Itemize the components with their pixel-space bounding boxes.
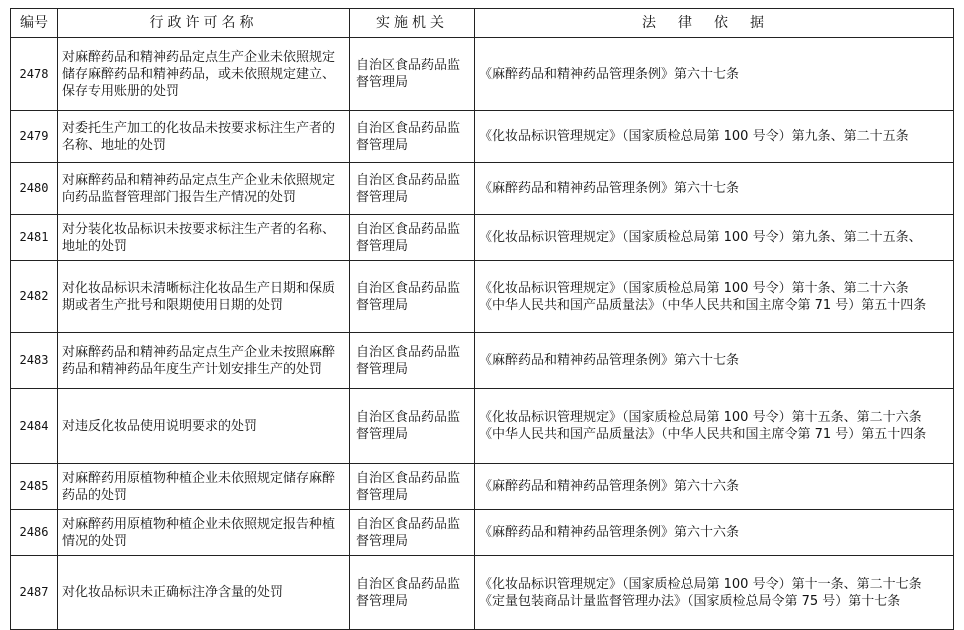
header-row xyxy=(11,9,954,38)
implementing-agency: 自治区食品药品监督管理局 xyxy=(350,38,475,111)
row-number: 2486 xyxy=(11,510,58,556)
legal-basis-line: 《化妆品标识管理规定》（国家质检总局第 100 号令）第十条、第二十六条 xyxy=(479,280,909,296)
implementing-agency: 自治区食品药品监督管理局 xyxy=(350,333,475,389)
legal-basis-line: 《中华人民共和国产品质量法》（中华人民共和国主席令第 71 号）第五十四条 xyxy=(479,297,927,313)
legal-basis xyxy=(475,261,954,333)
row-number: 2482 xyxy=(11,261,58,333)
row-number: 2478 xyxy=(11,38,58,111)
table-row xyxy=(11,389,954,464)
permit-name: 对麻醉药用原植物种植企业未依照规定储存麻醉药品的处罚 xyxy=(58,464,350,510)
legal-basis-line: 《化妆品标识管理规定》（国家质检总局第 100 号令）第十一条、第二十七条 xyxy=(479,576,922,592)
legal-basis-line: 《中华人民共和国产品质量法》（中华人民共和国主席令第 71 号）第五十四条 xyxy=(479,427,927,442)
row-number: 2487 xyxy=(11,556,58,630)
header-name: 行政许可名称 xyxy=(58,9,350,38)
table-body xyxy=(11,38,954,630)
table-row xyxy=(11,111,954,163)
legal-basis xyxy=(475,38,954,111)
table-row xyxy=(11,38,954,111)
implementing-agency: 自治区食品药品监督管理局 xyxy=(350,111,475,163)
legal-basis xyxy=(475,510,954,556)
row-number: 2481 xyxy=(11,215,58,261)
table-row xyxy=(11,261,954,333)
legal-basis-line: 《化妆品标识管理规定》（国家质检总局第 100 号令）第九条、第二十五条、 xyxy=(479,230,922,245)
implementing-agency: 自治区食品药品监督管理局 xyxy=(350,215,475,261)
header-no: 编号 xyxy=(11,9,58,38)
implementing-agency: 自治区食品药品监督管理局 xyxy=(350,389,475,464)
permit-name: 对委托生产加工的化妆品未按要求标注生产者的名称、地址的处罚 xyxy=(58,111,350,163)
permit-name: 对化妆品标识未正确标注净含量的处罚 xyxy=(58,556,350,630)
table-row xyxy=(11,510,954,556)
legal-basis-line: 《麻醉药品和精神药品管理条例》第六十七条 xyxy=(479,181,740,196)
table-row xyxy=(11,333,954,389)
row-number: 2484 xyxy=(11,389,58,464)
legal-basis-line: 《化妆品标识管理规定》（国家质检总局第 100 号令）第十五条、第二十六条 xyxy=(479,410,922,425)
legal-basis xyxy=(475,464,954,510)
permit-name: 对违反化妆品使用说明要求的处罚 xyxy=(58,389,350,464)
permit-name: 对分装化妆品标识未按要求标注生产者的名称、地址的处罚 xyxy=(58,215,350,261)
legal-basis-line: 《化妆品标识管理规定》（国家质检总局第 100 号令）第九条、第二十五条 xyxy=(479,129,909,144)
implementing-agency: 自治区食品药品监督管理局 xyxy=(350,556,475,630)
permit-name: 对麻醉药品和精神药品定点生产企业未按照麻醉药品和精神药品年度生产计划安排生产的处罚 xyxy=(58,333,350,389)
legal-basis-line: 《麻醉药品和精神药品管理条例》第六十六条 xyxy=(479,525,740,540)
implementing-agency: 自治区食品药品监督管理局 xyxy=(350,261,475,333)
table-row xyxy=(11,464,954,510)
permit-name: 对化妆品标识未清晰标注化妆品生产日期和保质期或者生产批号和限期使用日期的处罚 xyxy=(58,261,350,333)
legal-basis xyxy=(475,111,954,163)
implementing-agency: 自治区食品药品监督管理局 xyxy=(350,464,475,510)
legal-basis xyxy=(475,556,954,630)
table-row xyxy=(11,163,954,215)
legal-basis xyxy=(475,333,954,389)
permit-name: 对麻醉药用原植物种植企业未依照规定报告种植情况的处罚 xyxy=(58,510,350,556)
table-row xyxy=(11,556,954,630)
permit-name: 对麻醉药品和精神药品定点生产企业未依照规定储存麻醉药品和精神药品，或未依照规定建立、保存专用账册的处罚 xyxy=(58,38,350,111)
legal-basis-line: 《定量包装商品计量监督管理办法》（国家质检总局令第 75 号）第十七条 xyxy=(479,593,901,609)
row-number: 2480 xyxy=(11,163,58,215)
legal-basis xyxy=(475,215,954,261)
header-basis: 法律依据 xyxy=(475,9,954,38)
row-number: 2485 xyxy=(11,464,58,510)
row-number: 2479 xyxy=(11,111,58,163)
legal-basis xyxy=(475,389,954,464)
implementing-agency: 自治区食品药品监督管理局 xyxy=(350,510,475,556)
legal-basis-line: 《麻醉药品和精神药品管理条例》第六十七条 xyxy=(479,353,740,368)
row-number: 2483 xyxy=(11,333,58,389)
header-agency: 实施机关 xyxy=(350,9,475,38)
legal-basis-line: 《麻醉药品和精神药品管理条例》第六十七条 xyxy=(479,66,740,82)
permit-name: 对麻醉药品和精神药品定点生产企业未依照规定向药品监督管理部门报告生产情况的处罚 xyxy=(58,163,350,215)
legal-basis xyxy=(475,163,954,215)
legal-basis-line: 《麻醉药品和精神药品管理条例》第六十六条 xyxy=(479,479,740,494)
table-row xyxy=(11,215,954,261)
implementing-agency: 自治区食品药品监督管理局 xyxy=(350,163,475,215)
regulation-table xyxy=(10,8,954,630)
